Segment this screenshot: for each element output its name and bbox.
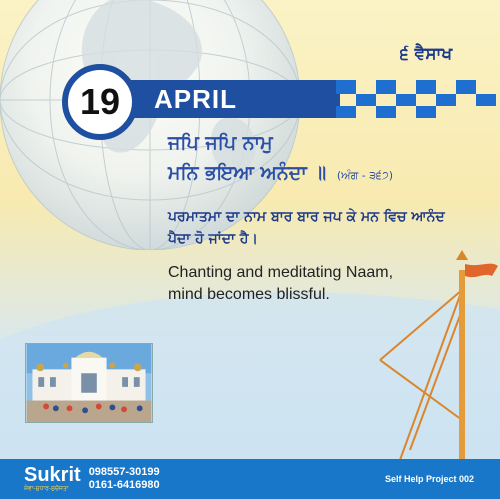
month-name: APRIL — [154, 83, 237, 114]
nishan-sahib-illustration — [340, 250, 500, 460]
project-label: Self Help Project 002 — [384, 474, 474, 484]
english-line-1: Chanting and meditating Naam, — [168, 264, 394, 281]
gurbani-verse — [168, 132, 393, 184]
day-number: 19 — [79, 81, 121, 122]
phone-numbers — [89, 466, 160, 492]
month-banner — [118, 80, 340, 118]
punjabi-meaning: ਪਰਮਾਤਮਾ ਦਾ ਨਾਮ ਬਾਰ ਬਾਰ ਜਪ ਕੇ ਮਨ ਵਿਚ ਆਨੰਦ ਪੈਦਾ ਹੋ ਜਾਂਦਾ ਹੈ। — [168, 209, 445, 247]
checker-pattern — [336, 80, 500, 120]
brand-name: Sukrit — [24, 463, 81, 486]
brand-tagline: ਸੇਵਾ-ਸੁਧਾਰ-ਸੁਚੱਜਤਾ — [24, 484, 69, 492]
sukrit-logo — [24, 463, 160, 493]
phone-2: 0161-6416980 — [88, 479, 160, 491]
gurbani-line-2 — [168, 162, 393, 184]
gurdwara-photo — [25, 343, 153, 423]
date-badge — [62, 64, 138, 140]
gurbani-line-2-text: ਮਨਿ ਭਇਆ ਅਨੰਦਾ ॥ — [168, 162, 327, 184]
english-line-2: mind becomes blissful. — [168, 286, 330, 303]
phone-1: 098557-30199 — [88, 466, 160, 478]
footer-bar — [0, 459, 500, 499]
punjabi-month-label: ੬ ਵੈਸਾਖ — [400, 44, 453, 64]
gurbani-line-1: ਜਪਿ ਜਪਿ ਨਾਮੁ — [168, 132, 273, 154]
ang-reference: (ਅੰਗ - ੩੬੭) — [336, 169, 394, 182]
